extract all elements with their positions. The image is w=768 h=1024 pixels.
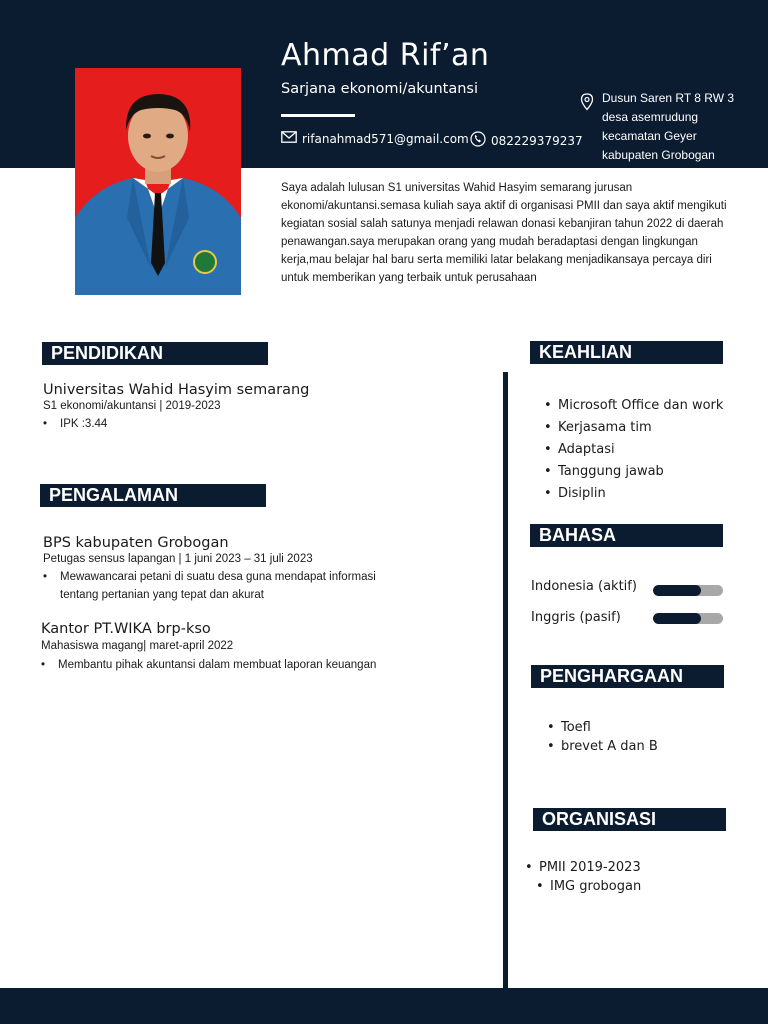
language-level-fill [653, 613, 701, 624]
experience-heading: PENGALAMAN [40, 484, 266, 507]
list-item: • PMII 2019-2023 [523, 858, 641, 877]
profile-summary: Saya adalah lulusan S1 universitas Wahid Hasyim semarang jurusan ekonomi/akuntansi.semasa kuliah saya aktif di organisasi PMII dan saya aktif mengikuti kegiatan sosial salah satunya menjadi relawan donasi kebanjiran tahun 2022 di daerah penawangan.saya merupakan orang yang mudah beradaptasi dengan lingkungan kerja,mau belajar hal baru serta memiliki latar belakang menjadikansaya percaya diri untuk memberikan yang terbaik untuk perusahaan [281, 182, 727, 284]
address-line: kecamatan Geyer [602, 129, 697, 143]
education-school: Universitas Wahid Hasyim semarang [43, 382, 310, 398]
candidate-name: Ahmad Rif’an [281, 38, 490, 73]
column-divider [503, 372, 508, 988]
language-level-fill [653, 585, 701, 596]
email-contact[interactable] [281, 131, 469, 146]
awards-heading: PENGHARGAAN [531, 665, 724, 688]
address-block [602, 89, 752, 165]
phone-text: 082229379237 [491, 133, 583, 148]
email-text: rifanahmad571@gmail.com [302, 131, 469, 146]
experience-bullet-text: Mewawancarai petani di suatu desa guna mendapat informasi tentang pertanian yang tepat dan akurat [60, 571, 376, 601]
education-detail: S1 ekonomi/akuntansi | 2019-2023 [43, 400, 221, 412]
experience-bullet-text: Membantu pihak akuntansi dalam membuat laporan keuangan [58, 659, 377, 671]
profile-photo [75, 68, 241, 295]
language-name: Inggris (pasif) [531, 610, 621, 625]
phone-icon [470, 131, 486, 150]
candidate-degree: Sarjana ekonomi/akuntansi [281, 81, 478, 97]
education-heading: PENDIDIKAN [42, 342, 268, 365]
language-level-bar [653, 585, 723, 596]
language-name: Indonesia (aktif) [531, 579, 637, 594]
footer-band [0, 988, 768, 1024]
location-pin-icon [580, 93, 594, 115]
experience-org: Kantor PT.WIKA brp-kso [41, 621, 211, 637]
list-item: • Microsoft Office dan work [542, 395, 723, 417]
list-item: • Kerjasama tim [542, 417, 723, 439]
skills-list [542, 395, 723, 505]
experience-role: Petugas sensus lapangan | 1 juni 2023 – 31 juli 2023 [43, 553, 313, 565]
education-gpa: • IPK :3.44 [43, 418, 108, 430]
list-item: • Disiplin [542, 483, 723, 505]
list-item: • brevet A dan B [545, 737, 658, 756]
title-underline [281, 114, 355, 117]
skills-heading: KEAHLIAN [530, 341, 723, 364]
awards-list [545, 718, 658, 756]
languages-heading: BAHASA [530, 524, 723, 547]
list-item: • Toefl [545, 718, 658, 737]
list-item: • Tanggung jawab [542, 461, 723, 483]
organizations-list [523, 858, 641, 896]
language-level-bar [653, 613, 723, 624]
address-line: kabupaten Grobogan [602, 148, 715, 162]
experience-org: BPS kabupaten Grobogan [43, 535, 229, 551]
experience-bullet: • Membantu pihak akuntansi dalam membuat laporan keuangan [41, 656, 461, 674]
list-item: • IMG grobogan [534, 877, 641, 896]
experience-role: Mahasiswa magang| maret-april 2022 [41, 640, 234, 652]
list-item: • Adaptasi [542, 439, 723, 461]
address-line: desa asemrudung [602, 110, 699, 124]
mail-icon [281, 131, 297, 146]
gpa-text: IPK :3.44 [60, 418, 108, 430]
phone-contact[interactable] [470, 131, 583, 150]
address-line: Dusun Saren RT 8 RW 3 [602, 91, 735, 105]
experience-bullet: • Mewawancarai petani di suatu desa guna mendapat informasi tentang pertanian yang tepat dan akurat [43, 568, 383, 604]
organizations-heading: ORGANISASI [533, 808, 726, 831]
